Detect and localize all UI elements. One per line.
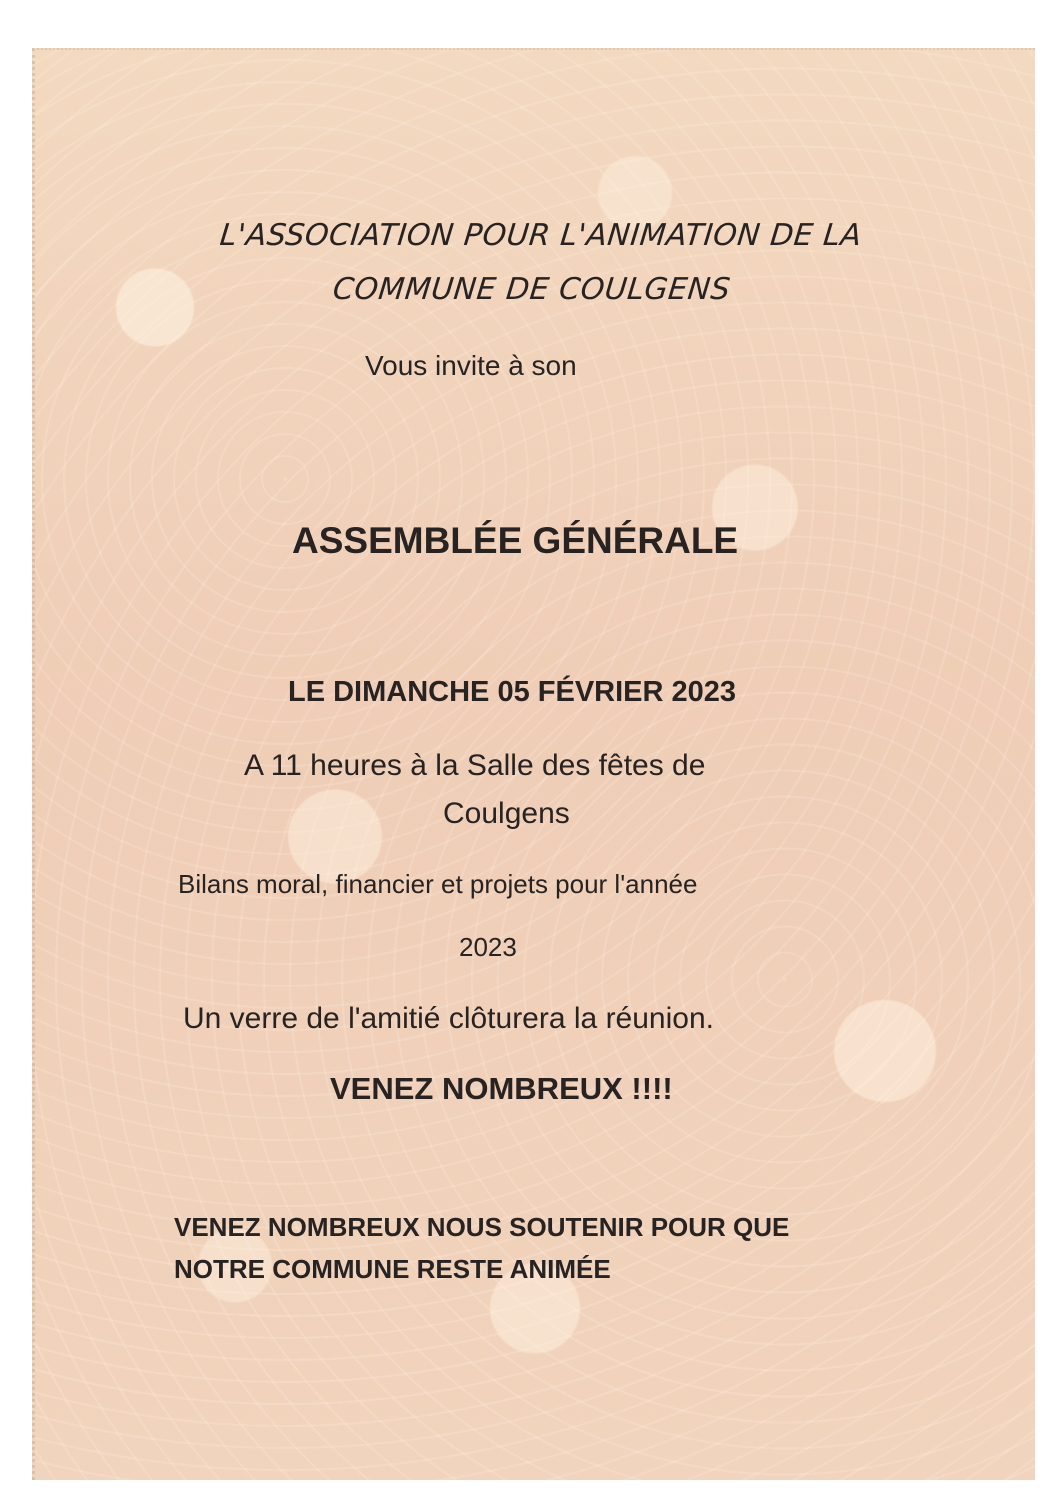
event-date: LE DIMANCHE 05 FÉVRIER 2023 [288, 676, 737, 708]
invitation-text: Vous invite à son [365, 350, 577, 381]
agenda-line1: Bilans moral, financier et projets pour l'année [178, 869, 698, 899]
time-and-place-line2: Coulgens [443, 797, 570, 830]
call-to-action: VENEZ NOMBREUX !!!! [330, 1071, 673, 1106]
event-title: ASSEMBLÉE GÉNÉRALE [292, 520, 739, 561]
closing-drink-text: Un verre de l'amitié clôturera la réunion. [183, 1002, 714, 1035]
association-name-line1: L'ASSOCIATION POUR L'ANIMATION DE LA [218, 218, 864, 253]
support-message-line2: NOTRE COMMUNE RESTE ANIMÉE [174, 1254, 611, 1284]
association-name-line2: COMMUNE DE COULGENS [331, 272, 733, 307]
support-message-line1: VENEZ NOMBREUX NOUS SOUTENIR POUR QUE [174, 1212, 790, 1242]
agenda-line2: 2023 [459, 932, 517, 962]
time-and-place-line1: A 11 heures à la Salle des fêtes de [244, 749, 706, 782]
